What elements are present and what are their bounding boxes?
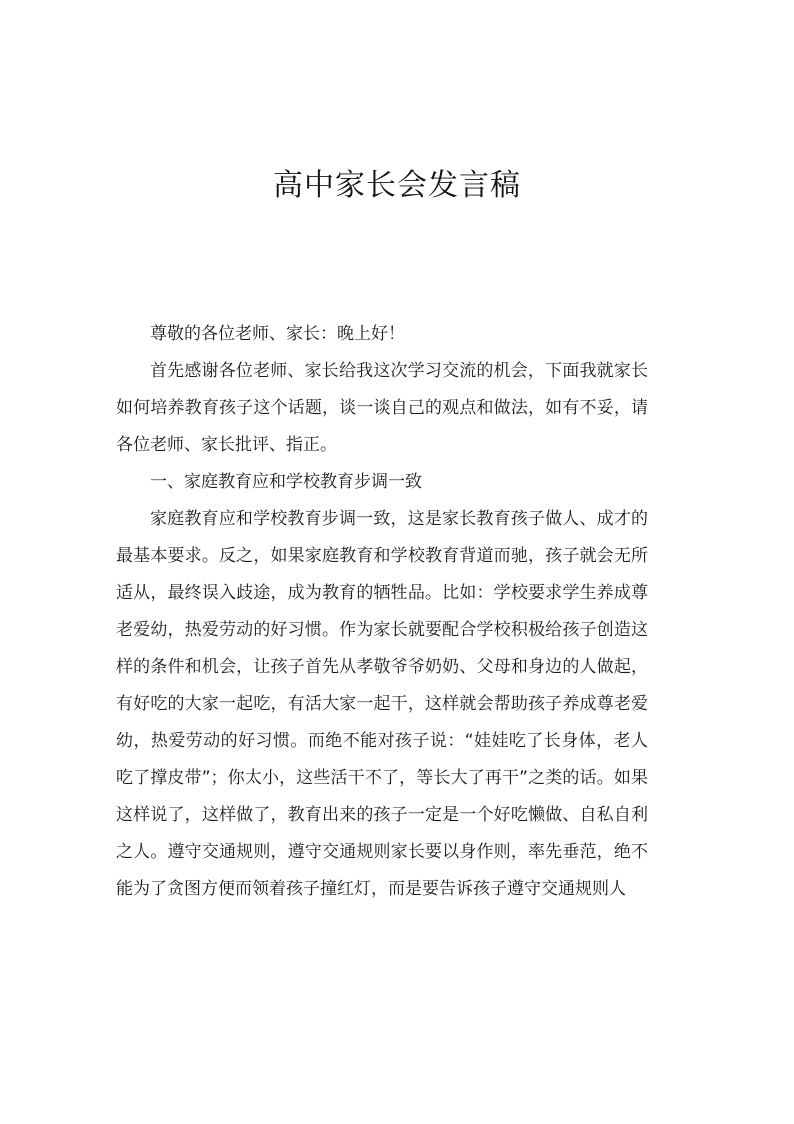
section-heading: 一、家庭教育应和学校教育步调一致 xyxy=(150,472,422,492)
body-paragraph: 家庭教育应和学校教育步调一致，这是家长教育孩子做人、成才的最基本要求。反之，如果家庭教育和学校教育背道而驰，孩子就会无所适从，最终误入歧途，成为教育的牺牲品。比如：学校要求学生养成尊老爱幼，热爱劳动的好习惯。作为家长就要配合学校积极给孩子创造这样的条件和机会，让孩子首先从孝敬爷爷奶奶、父母和身边的人做起，有好吃的大家一起吃，有活大家一起干，这样就会帮助孩子养成尊老爱幼，热爱劳动的好习惯。而绝不能对孩子说：“娃娃吃了长身体，老人吃了撑皮带”；你太小，这些活干不了，等长大了再干”之类的话。如果这样说了，这样做了，教育出来的孩子一定是一个好吃懒做、自私自利之人。遵守交通规则，遵守交通规则家长要以身作则，率先垂范，绝不能为了贪图方便而领着孩子撞红灯，而是要告诉孩子遵守交通规则人 xyxy=(116,509,648,899)
intro-paragraph: 首先感谢各位老师、家长给我这次学习交流的机会，下面我就家长如何培养教育孩子这个话题，谈一谈自己的观点和做法，如有不妥，请各位老师、家长批评、指正。 xyxy=(116,361,648,455)
document-body xyxy=(116,316,648,908)
salutation-paragraph: 尊敬的各位老师、家长：晚上好！ xyxy=(150,324,405,344)
document-title: 高中家长会发言稿 xyxy=(273,168,521,203)
